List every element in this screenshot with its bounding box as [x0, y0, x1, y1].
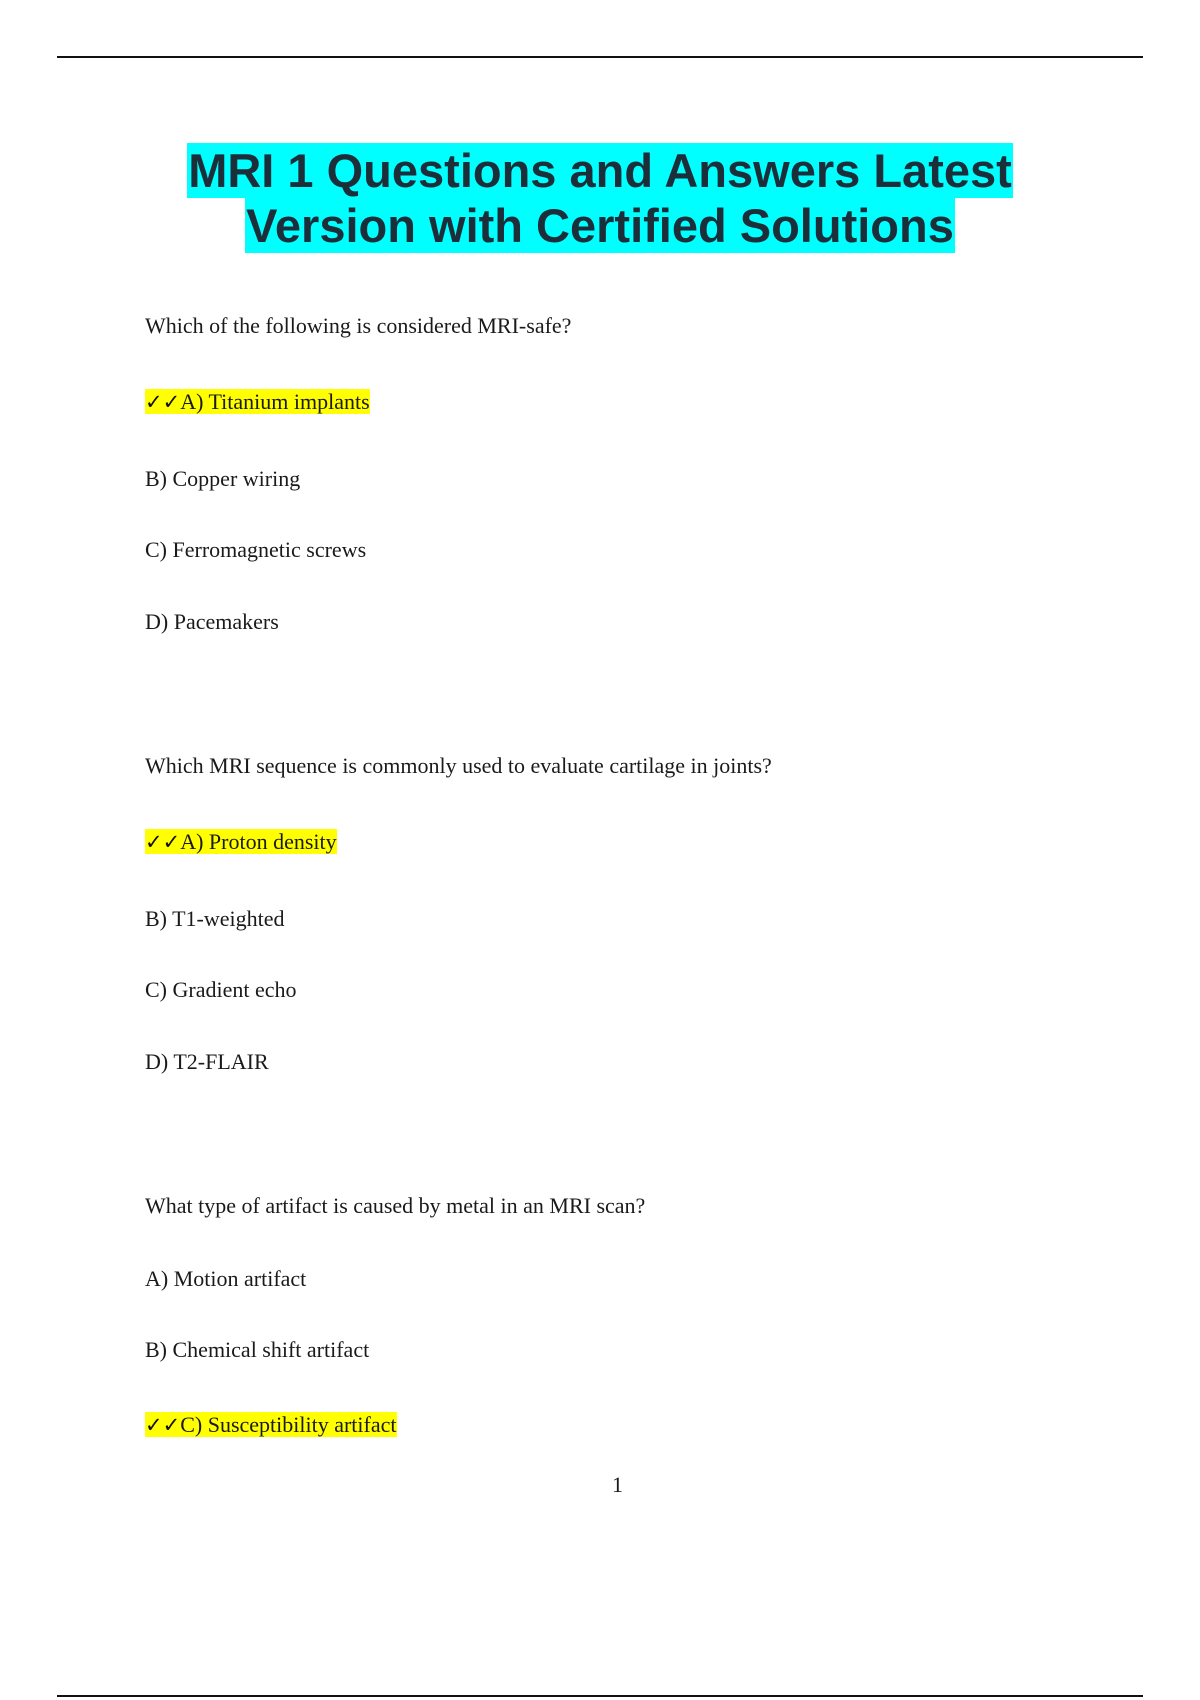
answer-option-correct [145, 387, 370, 417]
answer-highlight [145, 389, 370, 414]
answer-option: B) Copper wiring [145, 466, 301, 491]
double-check-icon: ✓✓ [145, 830, 181, 854]
answer-option-text: C) Susceptibility artifact [180, 1412, 397, 1437]
answer-option: C) Gradient echo [145, 977, 297, 1002]
question-text: Which of the following is considered MRI-safe? [145, 313, 572, 338]
question-text: What type of artifact is caused by metal in an MRI scan? [145, 1193, 646, 1218]
footer-rule [57, 1695, 1143, 1697]
document-title [0, 143, 1200, 253]
answer-option-text: A) Proton density [180, 829, 337, 854]
answer-highlight [145, 829, 337, 854]
header-rule [57, 56, 1143, 58]
double-check-icon: ✓✓ [145, 1413, 181, 1437]
answer-option: D) T2-FLAIR [145, 1049, 269, 1074]
title-line-2: Version with Certified Solutions [246, 199, 954, 252]
answer-highlight [145, 1412, 397, 1437]
answer-option-text: A) Titanium implants [180, 389, 370, 414]
answer-option-correct [145, 827, 337, 857]
answer-option: A) Motion artifact [145, 1266, 307, 1291]
double-check-icon: ✓✓ [145, 390, 181, 414]
page-number: 1 [612, 1472, 623, 1497]
answer-option: C) Ferromagnetic screws [145, 537, 367, 562]
answer-option-correct [145, 1410, 397, 1440]
answer-option: B) Chemical shift artifact [145, 1337, 370, 1362]
question-text: Which MRI sequence is commonly used to evaluate cartilage in joints? [145, 753, 772, 778]
answer-option: B) T1-weighted [145, 906, 285, 931]
answer-option: D) Pacemakers [145, 609, 279, 634]
title-line-1: MRI 1 Questions and Answers Latest [188, 144, 1012, 197]
